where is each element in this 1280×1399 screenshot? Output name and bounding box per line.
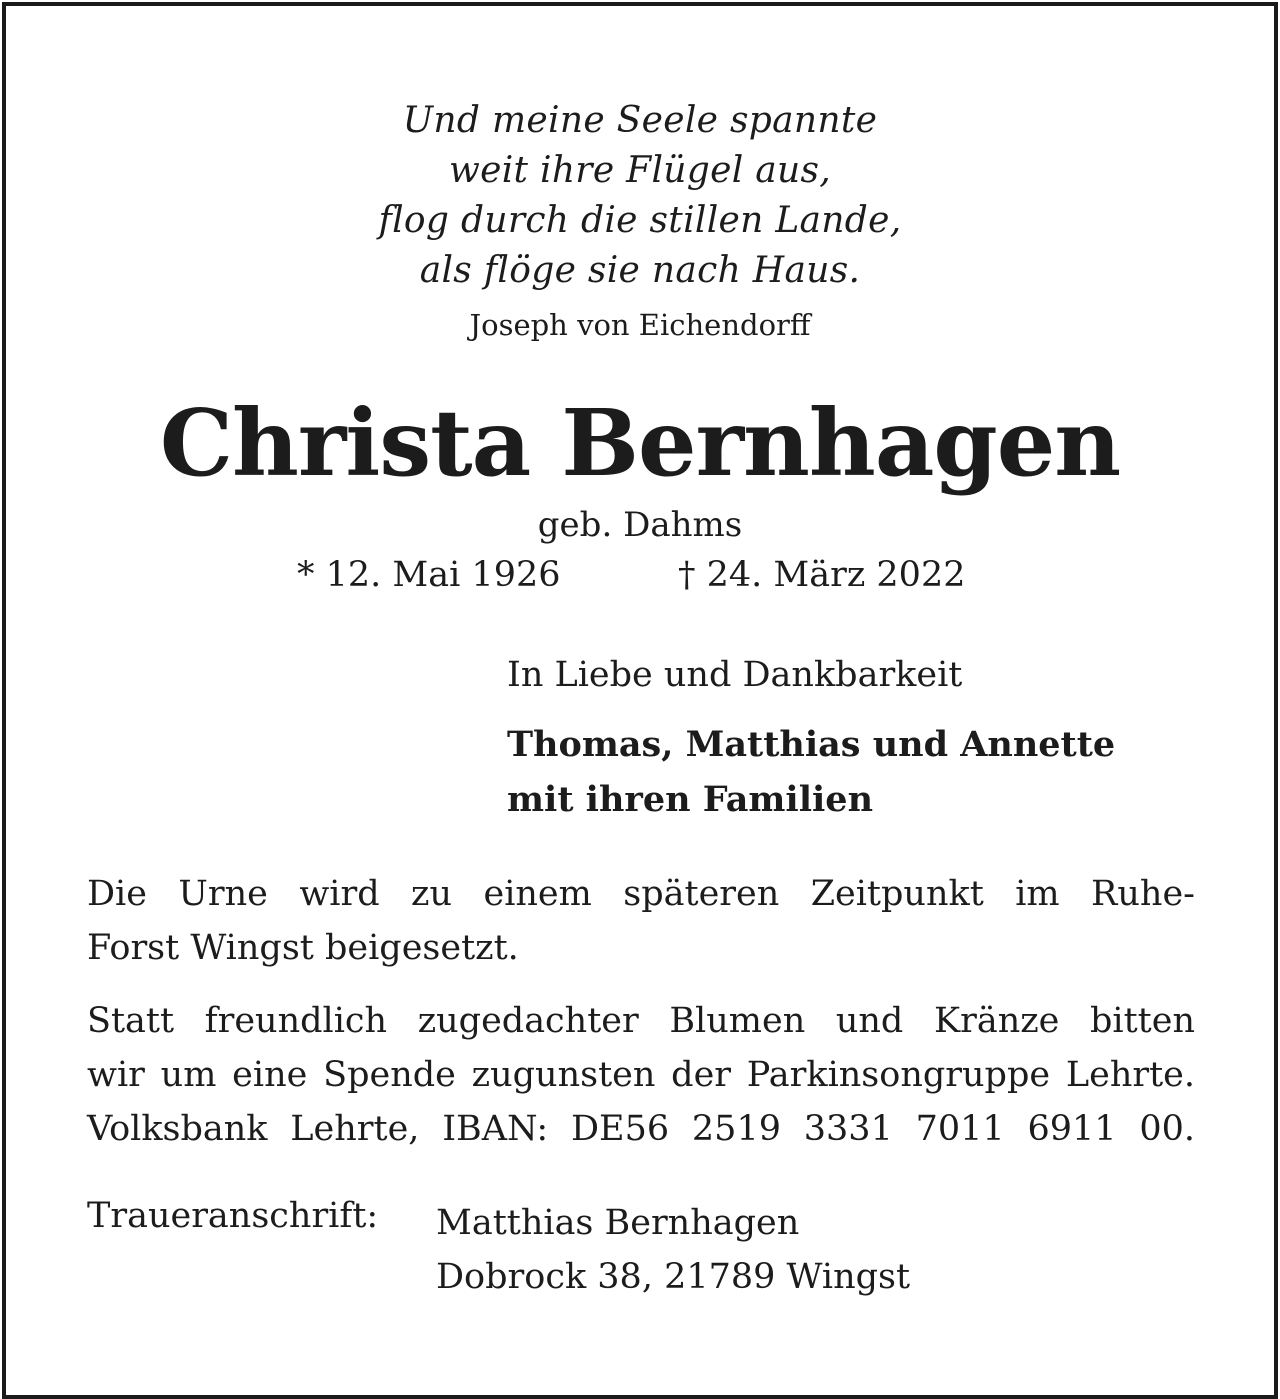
mourner-line: mit ihren Familien	[507, 779, 874, 820]
poem-author: Joseph von Eichendorff	[469, 308, 811, 342]
burial-notice	[87, 867, 1195, 975]
burial-line: Forst Wingst beigesetzt.	[87, 928, 519, 968]
mourner-names	[507, 717, 1115, 827]
address-line: Matthias Bernhagen	[436, 1203, 800, 1243]
birth-date: * 12. Mai 1926	[297, 555, 561, 595]
mourner-line: Thomas, Matthias und Annette	[507, 724, 1116, 765]
death-date: † 24. März 2022	[678, 555, 966, 595]
address-label: Traueranschrift:	[87, 1196, 379, 1236]
poem	[0, 96, 1280, 296]
poem-line: flog durch die stillen Lande,	[378, 200, 902, 241]
donation-line: wir um eine Spende zugunsten der Parkinsongruppe Lehrte.	[87, 1055, 1195, 1095]
deceased-name: Christa Bernhagen	[159, 389, 1121, 497]
donation-line: Statt freundlich zugedachter Blumen und Kränze bitten	[87, 1001, 1195, 1041]
poem-line: Und meine Seele spannte	[402, 100, 878, 141]
donation-line: Volksbank Lehrte, IBAN: DE56 2519 3331 7011 6911 00.	[87, 1109, 1195, 1149]
mourning-address	[436, 1196, 910, 1304]
thanks-intro: In Liebe und Dankbarkeit	[507, 655, 963, 695]
poem-line: weit ihre Flügel aus,	[448, 150, 832, 191]
poem-line: als flöge sie nach Haus.	[419, 250, 861, 291]
burial-line: Die Urne wird zu einem späteren Zeitpunkt im Ruhe-	[87, 874, 1195, 914]
address-line: Dobrock 38, 21789 Wingst	[436, 1257, 911, 1297]
maiden-name: geb. Dahms	[537, 505, 743, 545]
donation-notice	[87, 994, 1195, 1156]
